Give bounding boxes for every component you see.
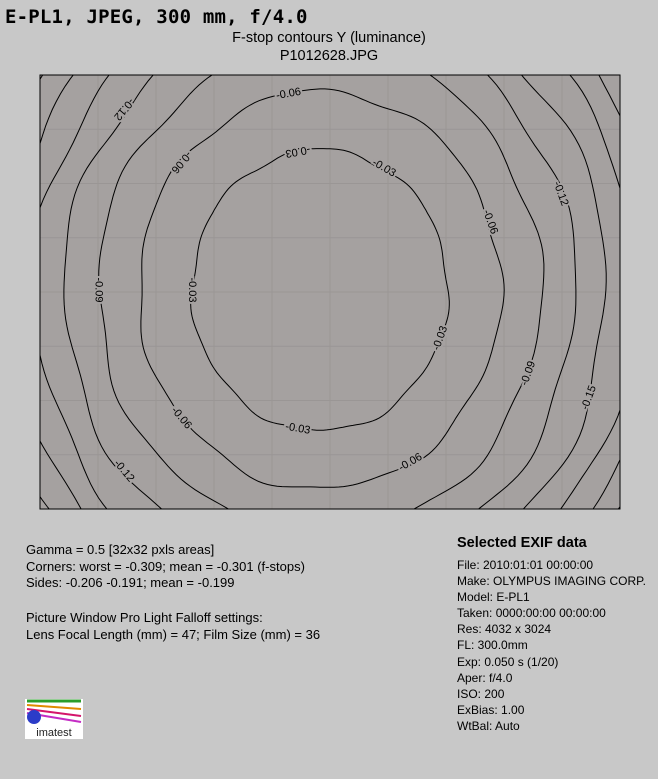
exif-row: ExBias: 1.00 [457, 702, 525, 717]
contour-label: -0.03 [430, 324, 451, 353]
contour-label: -0.12 [550, 179, 571, 208]
logo-text: imatest [36, 727, 72, 739]
exif-rows [457, 557, 658, 734]
imatest-logo [25, 699, 83, 739]
pw-settings: Lens Focal Length (mm) = 47; Film Size (mm) = 36 [26, 626, 321, 642]
exif-row: FL: 300.0mm [457, 638, 528, 653]
contour-label: -0.03 [284, 420, 312, 437]
contour-label: -0.03 [186, 277, 198, 303]
contour-label: -0.09 [518, 359, 539, 388]
exif-row: Res: 4032 x 3024 [457, 622, 552, 637]
chart-title: E-PL1, JPEG, 300 mm, f/4.0 [5, 6, 308, 28]
corners-text: Corners: worst = -0.309; mean = -0.301 (f-stops) [26, 558, 305, 574]
exif-row: ISO: 200 [457, 686, 505, 701]
exif-row: Make: OLYMPUS IMAGING CORP. [457, 574, 646, 589]
exif-row: Exp: 0.050 s (1/20) [457, 654, 559, 669]
contour-label: -0.12 [111, 95, 137, 123]
contour-label: -0.06 [168, 148, 194, 176]
exif-panel [457, 535, 658, 734]
exif-title: Selected EXIF data [457, 535, 587, 551]
exif-row: Model: E-PL1 [457, 590, 530, 605]
contour-label: -0.09 [92, 277, 105, 303]
gamma-text: Gamma = 0.5 [32x32 pxls areas] [26, 542, 215, 557]
contour-label: -0.12 [111, 457, 137, 485]
contour-label: -0.06 [396, 450, 425, 474]
contour-label: -0.15 [579, 383, 599, 412]
exif-row: Aper: f/4.0 [457, 670, 513, 685]
exif-row: Taken: 0000:00:00 00:00:00 [457, 606, 606, 621]
pw-heading: Picture Window Pro Light Falloff settings: [26, 610, 263, 625]
contour-label: -0.06 [480, 208, 501, 236]
contour-label: -0.03 [284, 143, 312, 160]
contour-label: -0.03 [370, 156, 398, 180]
contour-label: -0.06 [168, 404, 194, 432]
contour-label: -0.06 [275, 85, 302, 102]
sides-text: Sides: -0.206 -0.191; mean = -0.199 [26, 575, 235, 591]
exif-row: File: 2010:01:01 00:00:00 [457, 558, 594, 572]
exif-row: WtBal: Auto [457, 718, 520, 733]
chart-filename: P1012628.JPG [279, 48, 379, 64]
chart-subtitle: F-stop contours Y (luminance) [232, 30, 426, 46]
